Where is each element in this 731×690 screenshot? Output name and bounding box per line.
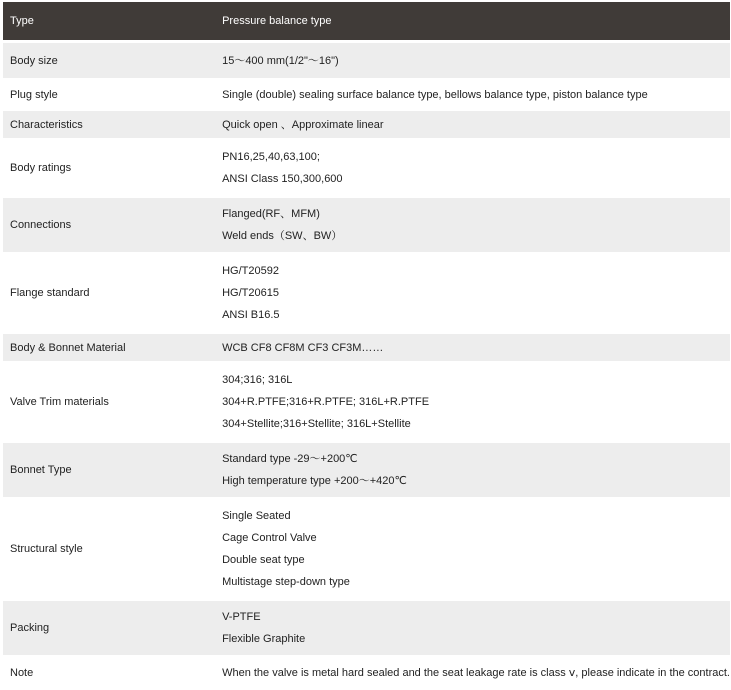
row-label: Body & Bonnet Material [3,334,212,361]
value-lines [222,141,730,195]
header-value-cell: Pressure balance type [212,2,730,40]
row-label: Characteristics [3,111,212,138]
table-row [3,500,730,598]
value-line: Double seat type [222,554,305,566]
row-value [212,111,730,138]
table-row [3,111,730,138]
valve-spec-table [3,0,730,690]
row-label: Body size [3,43,212,78]
row-value [212,141,730,195]
value-line: Weld ends（SW、BW） [222,230,343,242]
row-label: Body ratings [3,141,212,195]
value-line: 15～400 mm(1/2"～16") [222,54,339,67]
row-value [212,198,730,252]
table-row [3,443,730,497]
value-lines [222,82,730,108]
value-line: Single (double) sealing surface balance type, bellows balance type, piston balance type [222,88,648,101]
row-label: Flange standard [3,255,212,331]
value-lines [222,255,730,331]
row-label: Valve Trim materials [3,364,212,440]
value-line: Flanged(RF、MFM) [222,208,320,220]
row-value [212,443,730,497]
value-line: WCB CF8 CF8M CF3 CF3M…… [222,341,384,354]
header-label-cell: Type [3,2,212,40]
value-lines [222,112,730,138]
table-header-row [3,2,730,40]
value-lines [222,48,730,74]
table-row [3,364,730,440]
value-lines [222,500,730,598]
value-lines [222,443,730,497]
value-line: Multistage step-down type [222,576,350,588]
row-label: Bonnet Type [3,443,212,497]
table-row [3,255,730,331]
row-value [212,500,730,598]
row-value [212,601,730,655]
row-value [212,81,730,108]
value-lines [222,364,730,440]
row-label: Structural style [3,500,212,598]
value-line: HG/T20592 [222,265,279,277]
table-row [3,81,730,108]
value-lines [222,660,730,686]
row-value [212,334,730,361]
value-lines [222,198,730,252]
value-line: Standard type -29～+200℃ [222,453,358,465]
value-line: High temperature type +200～+420℃ [222,475,407,487]
value-line: Cage Control Valve [222,532,317,544]
row-value [212,364,730,440]
table-row [3,43,730,78]
value-lines [222,601,730,655]
value-line: 304+Stellite;316+Stellite; 316L+Stellite [222,418,411,430]
value-line: PN16,25,40,63,100; [222,151,320,163]
value-line: Quick open 、Approximate linear [222,118,384,131]
value-line: When the valve is metal hard sealed and the seat leakage rate is class ⅴ, please indicate in the contract. [222,666,730,679]
row-value [212,43,730,78]
table-row [3,198,730,252]
row-value [212,658,730,687]
row-label: Note [3,658,212,687]
value-line: ANSI Class 150,300,600 [222,173,343,185]
table-row [3,658,730,687]
value-line: Single Seated [222,510,291,522]
spec-table-body [3,2,730,687]
row-value [212,255,730,331]
value-line: 304;316; 316L [222,374,293,386]
value-line: Flexible Graphite [222,633,306,645]
value-lines [222,335,730,361]
value-line: 304+R.PTFE;316+R.PTFE; 316L+R.PTFE [222,396,430,408]
table-row [3,141,730,195]
value-line: ANSI B16.5 [222,309,280,321]
row-label: Packing [3,601,212,655]
value-line: HG/T20615 [222,287,279,299]
table-row [3,334,730,361]
table-row [3,601,730,655]
value-line: V-PTFE [222,611,261,623]
row-label: Connections [3,198,212,252]
row-label: Plug style [3,81,212,108]
